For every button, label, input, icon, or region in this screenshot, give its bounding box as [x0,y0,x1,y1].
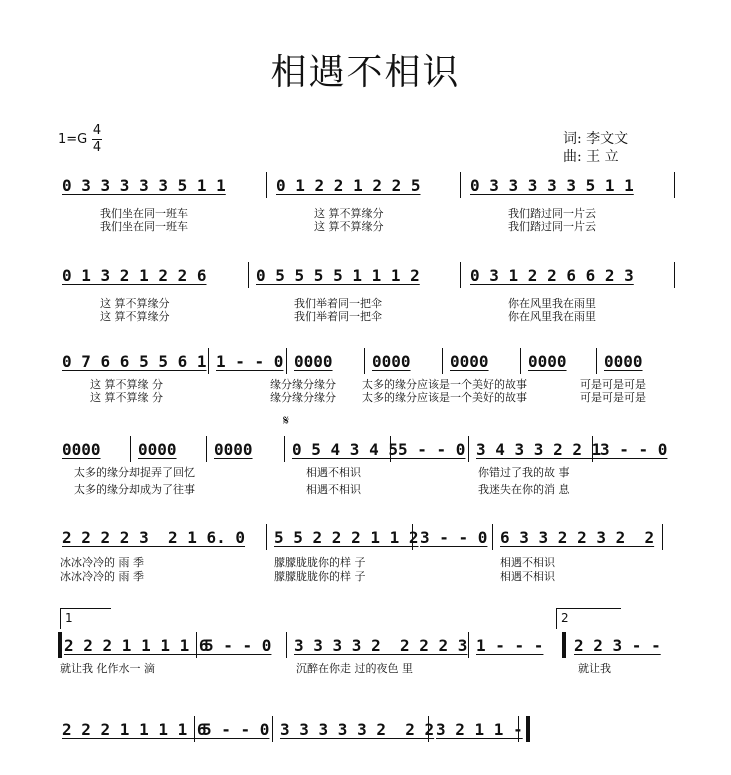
measure-1-3: 0 3 3 3 3 3 5 1 1 [470,176,634,195]
barline [460,172,461,198]
lyrics-row-1b [100,219,731,249]
lyric: 相遇不相识 [500,556,555,569]
lyric: 你错过了我的故 事 [478,466,570,479]
lyric: 缘分缘分缘分 [270,391,336,404]
barline [468,436,469,462]
barline [592,436,593,462]
lyric: 这 算不算缘分 [314,207,384,220]
notation-row-4 [58,440,678,462]
measure-2-3: 0 3 1 2 2 6 6 2 3 [470,266,634,285]
measure-3-1: 0 7 6 6 5 5 6 1 [62,352,207,371]
lyric: 这 算不算缘 分 [90,391,163,404]
lyric: 就让我 [578,662,611,675]
barline [286,348,287,374]
lyric: 相遇不相识 [306,466,361,479]
barline [266,172,267,198]
barline [468,632,469,658]
barline [674,172,675,198]
measure-7-1: 2 2 2 1 1 1 1 6 [62,720,207,739]
lyric: 我们踏过同一片云 [508,207,596,220]
lyric: 冰冰冷冷的 雨 季 [60,570,144,583]
lyric: 缘分缘分缘分 [270,378,336,391]
lyric: 相遇不相识 [306,483,361,496]
lyric: 朦朦胧胧你的样 子 [274,556,366,569]
lyric: 相遇不相识 [500,570,555,583]
notation-row-1 [58,176,678,198]
repeat-start-bar [58,632,62,658]
lyric: 太多的缘分应该是一个美好的故事 [362,391,527,404]
final-bar [526,716,530,742]
measure-1-2: 0 1 2 2 1 2 2 5 [276,176,421,195]
measure-6-3: 3 3 3 3 2 2 2 2 3 [294,636,468,655]
song-title: 相遇不相识 [270,52,461,93]
barline [412,524,413,550]
lyrics-row-5b [60,569,700,599]
measure-3-2: 1 - - 0 [216,352,284,371]
time-signature-top: 4 [92,123,102,138]
lyricist: 词: 李文文 [563,131,629,147]
measure-2-2: 0 5 5 5 5 1 1 1 2 [256,266,420,285]
lyric: 我迷失在你的消 息 [478,483,570,496]
notation-row-7 [58,720,678,742]
barline [194,716,195,742]
measure-6-5: 2 2 3 - - [574,636,661,655]
time-signature [92,124,102,155]
measure-4-5: 5 - - 0 [398,440,466,459]
barline [272,716,273,742]
notation-row-5 [58,528,678,550]
barline [206,436,207,462]
barline [518,716,519,742]
segno-mark: 𝄋 [283,413,290,429]
measure-4-2: 0000 [138,440,177,459]
measure-7-3: 3 3 3 3 3 2 2 2 [280,720,435,739]
barline [266,524,267,550]
barline [196,632,197,658]
barline [248,262,249,288]
barline [364,348,365,374]
measure-5-3: 3 - - 0 [420,528,488,547]
barline [674,262,675,288]
measure-3-4: 0000 [372,352,411,371]
measure-4-4: 0 5 4 3 4 5 [292,440,398,459]
lyric: 沉醉在你走 过的夜色 里 [296,662,413,675]
lyric: 我们举着同一把伞 [294,310,382,323]
measure-5-2: 5 5 2 2 2 1 1 2 [274,528,419,547]
repeat-end-bar [562,632,566,658]
lyric: 太多的缘分应该是一个美好的故事 [362,378,527,391]
lyric: 可是可是可是 [580,378,646,391]
measure-4-7: 3 - - 0 [600,440,668,459]
measure-6-1: 2 2 2 1 1 1 1 6 [64,636,209,655]
barline [520,348,521,374]
barline [492,524,493,550]
lyrics-row-2b [100,309,731,339]
lyric: 我们坐在同一班车 [100,220,188,233]
lyric: 太多的缘分却成为了往事 [74,483,195,496]
lyric: 这 算不算缘分 [314,220,384,233]
measure-5-1: 2 2 2 2 3 2 1 6. 0 [62,528,246,547]
credits [563,130,628,166]
measure-6-2: 5 - - 0 [204,636,272,655]
barline [390,436,391,462]
barline [284,436,285,462]
measure-5-4: 6 3 3 2 2 3 2 2 [500,528,655,547]
lyric: 这 算不算缘分 [100,310,170,323]
key-signature: 1=G [58,132,88,147]
measure-3-5: 0000 [450,352,489,371]
volta-1: 1 [60,608,111,629]
measure-4-1: 0000 [62,440,101,459]
barline [286,632,287,658]
measure-7-2: 5 - - 0 [202,720,270,739]
barline [596,348,597,374]
measure-3-7: 0000 [604,352,643,371]
lyric: 我们举着同一把伞 [294,297,382,310]
notation-row-6 [58,636,678,658]
lyric: 我们坐在同一班车 [100,207,188,220]
lyric: 我们踏过同一片云 [508,220,596,233]
measure-3-3: 0000 [294,352,333,371]
lyric: 这 算不算缘分 [100,297,170,310]
lyric: 你在风里我在雨里 [508,310,596,323]
barline [130,436,131,462]
volta-2: 2 [556,608,621,629]
measure-6-4: 1 - - - [476,636,544,655]
lyric: 可是可是可是 [580,391,646,404]
measure-1-1: 0 3 3 3 3 3 5 1 1 [62,176,226,195]
measure-2-1: 0 1 3 2 1 2 2 6 [62,266,207,285]
lyric: 这 算不算缘 分 [90,378,163,391]
composer: 曲: 王 立 [563,149,619,165]
lyric: 就让我 化作水一 滴 [60,662,155,675]
lyrics-row-6 [60,661,700,691]
barline [460,262,461,288]
measure-3-6: 0000 [528,352,567,371]
lyrics-row-4b [74,482,714,512]
measure-4-3: 0000 [214,440,253,459]
barline [428,716,429,742]
notation-row-2 [58,266,678,288]
lyric: 你在风里我在雨里 [508,297,596,310]
barline [442,348,443,374]
notation-row-3 [58,352,678,374]
lyric: 冰冰冷冷的 雨 季 [60,556,144,569]
lyric: 朦朦胧胧你的样 子 [274,570,366,583]
measure-7-4: 3 2 1 1 - [436,720,523,739]
lyrics-row-3b [90,390,730,420]
lyric: 太多的缘分却捉弄了回忆 [74,466,195,479]
measure-4-6: 3 4 3 3 2 2 1 [476,440,602,459]
barline [208,348,209,374]
time-signature-bottom: 4 [92,140,102,155]
barline [662,524,663,550]
